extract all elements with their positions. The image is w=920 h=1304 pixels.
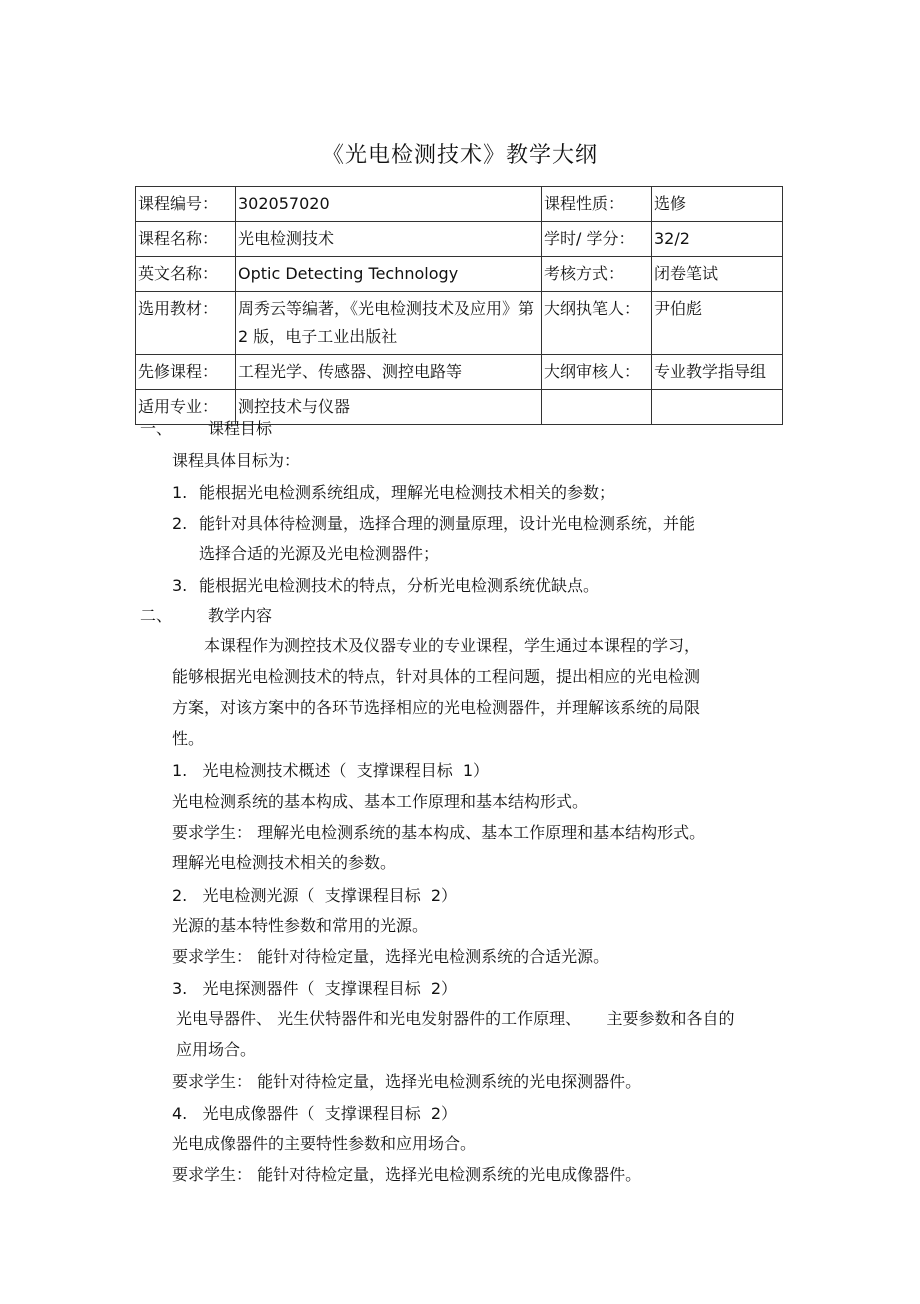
course-info-table — [135, 186, 783, 425]
paragraph-line: 方案，对该方案中的各环节选择相应的光电检测器件，并理解该系统的局限 — [172, 698, 701, 717]
objectives-intro: 课程具体目标为： — [172, 451, 301, 470]
table-cell: 大纲审核人： — [542, 355, 652, 390]
item-number: 2. — [172, 514, 188, 533]
table-cell: 考核方式： — [542, 257, 652, 292]
item-text: 能根据光电检测技术的特点，分析光电检测系统优缺点。 — [199, 576, 600, 595]
paragraph-line: 本课程作为测控技术及仪器专业的专业课程，学生通过本课程的学习， — [204, 636, 701, 655]
table-row — [136, 257, 783, 292]
topic-requirement: 要求学生： 能针对待检定量，选择光电检测系统的光电探测器件。 — [172, 1072, 642, 1091]
section-number: 二、 — [140, 606, 173, 625]
table-cell: 先修课程： — [136, 355, 236, 390]
topic-content: 光源的基本特性参数和常用的光源。 — [172, 916, 429, 935]
table-cell: 32/2 — [652, 222, 783, 257]
topic-content: 应用场合。 — [176, 1040, 257, 1059]
table-cell: 适用专业： — [136, 390, 236, 425]
table-cell: 选用教材： — [136, 292, 236, 355]
topic-requirement: 要求学生： 能针对待检定量，选择光电检测系统的合适光源。 — [172, 947, 610, 966]
section-title: 教学内容 — [208, 606, 273, 625]
table-cell: 学时/ 学分： — [542, 222, 652, 257]
section-heading-content — [140, 603, 272, 626]
list-item — [172, 573, 599, 596]
table-cell: 测控技术与仪器 — [236, 390, 542, 425]
table-cell: 周秀云等编著，《光电检测技术及应用》第 2 版，电子工业出版社 — [236, 292, 542, 355]
section-number: 一、 — [140, 419, 173, 438]
table-cell: 光电检测技术 — [236, 222, 542, 257]
table-cell: 课程名称： — [136, 222, 236, 257]
item-text: 能针对具体待检测量，选择合理的测量原理，设计光电检测系统，并能 — [199, 514, 696, 533]
item-text-continued: 选择合适的光源及光电检测器件； — [199, 544, 440, 563]
table-cell — [652, 390, 783, 425]
topic-heading: 2. 光电检测光源（ 支撑课程目标 2） — [172, 886, 458, 905]
table-cell: 专业教学指导组 — [652, 355, 783, 390]
topic-heading: 4. 光电成像器件（ 支撑课程目标 2） — [172, 1104, 458, 1123]
table-cell: Optic Detecting Technology — [236, 257, 542, 292]
paragraph-line: 能够根据光电检测技术的特点，针对具体的工程问题，提出相应的光电检测 — [172, 667, 701, 686]
topic-content: 光电检测系统的基本构成、基本工作原理和基本结构形式。 — [172, 792, 589, 811]
table-cell: 工程光学、传感器、测控电路等 — [236, 355, 542, 390]
topic-heading: 3. 光电探测器件（ 支撑课程目标 2） — [172, 979, 458, 998]
section-heading-objectives — [140, 416, 272, 439]
table-row — [136, 187, 783, 222]
table-cell: 302057020 — [236, 187, 542, 222]
table-cell: 尹伯彪 — [652, 292, 783, 355]
section-title: 课程目标 — [208, 419, 273, 438]
table-row — [136, 222, 783, 257]
table-row — [136, 292, 783, 355]
item-number: 1. — [172, 483, 188, 502]
topic-content: 光电导器件、 光生伏特器件和光电发射器件的工作原理、 主要参数和各自的 — [176, 1009, 735, 1028]
topic-heading: 1. 光电检测技术概述（ 支撑课程目标 1） — [172, 761, 490, 780]
item-number: 3. — [172, 576, 188, 595]
document-title: 《光电检测技术》教学大纲 — [321, 143, 598, 168]
topic-content: 光电成像器件的主要特性参数和应用场合。 — [172, 1134, 477, 1153]
list-item — [172, 480, 615, 503]
table-cell: 选修 — [652, 187, 783, 222]
list-item — [172, 511, 695, 534]
table-cell: 闭卷笔试 — [652, 257, 783, 292]
table-cell — [542, 390, 652, 425]
table-cell: 课程性质： — [542, 187, 652, 222]
topic-requirement: 理解光电检测技术相关的参数。 — [172, 853, 397, 872]
table-cell: 课程编号： — [136, 187, 236, 222]
table-cell: 大纲执笔人： — [542, 292, 652, 355]
item-text: 能根据光电检测系统组成，理解光电检测技术相关的参数； — [199, 483, 616, 502]
topic-requirement: 要求学生： 理解光电检测系统的基本构成、基本工作原理和基本结构形式。 — [172, 823, 706, 842]
topic-requirement: 要求学生： 能针对待检定量，选择光电检测系统的光电成像器件。 — [172, 1165, 642, 1184]
table-row — [136, 355, 783, 390]
paragraph-line: 性。 — [172, 729, 205, 748]
table-cell: 英文名称： — [136, 257, 236, 292]
